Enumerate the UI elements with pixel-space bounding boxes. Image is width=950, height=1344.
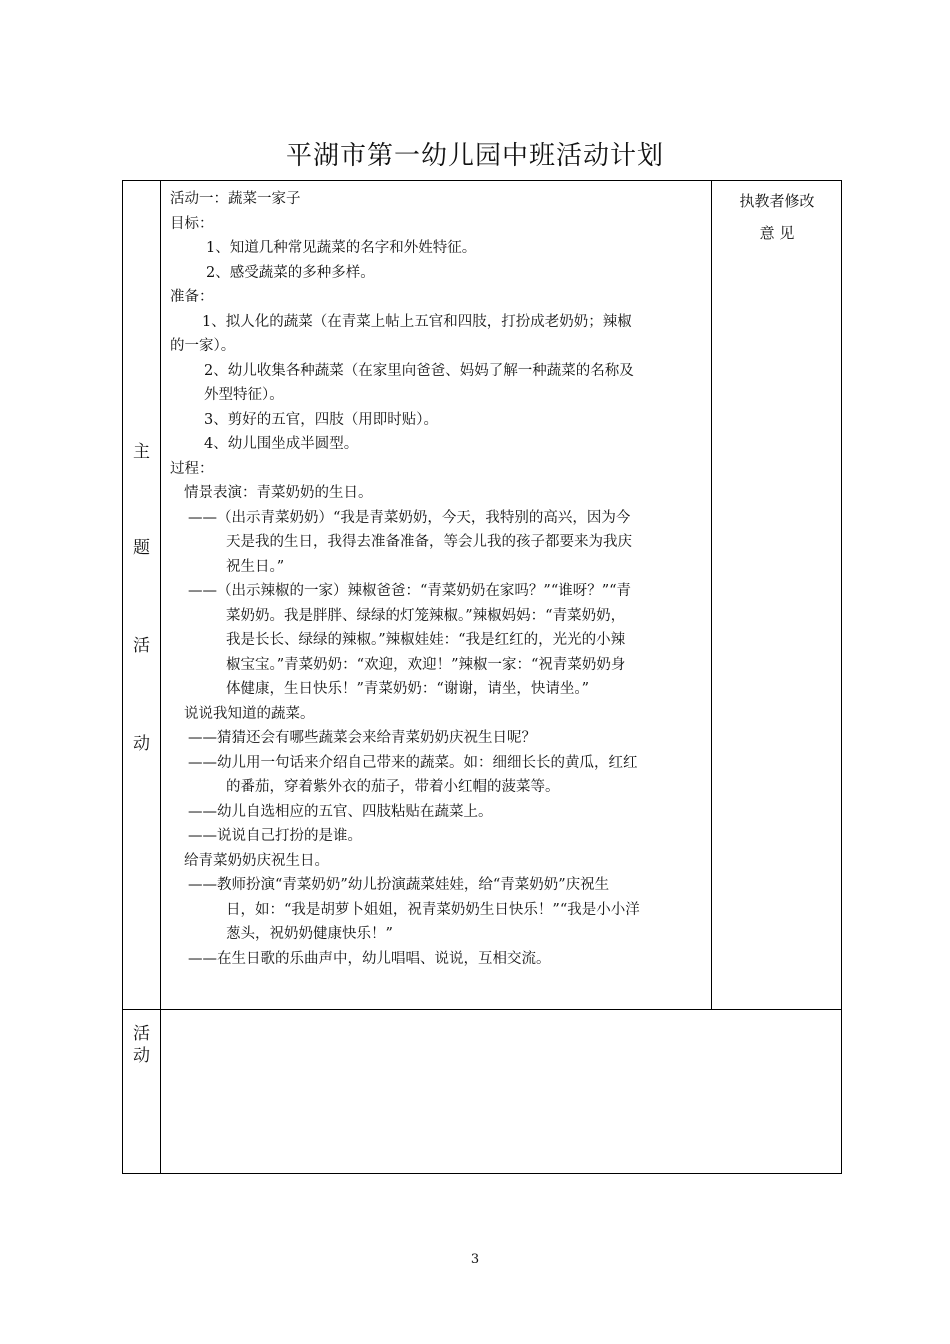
content-line: ——（出示青菜奶奶）“我是青菜奶奶，今天，我特别的高兴，因为今 (188, 509, 631, 526)
content-line: 祝生日。” (226, 558, 285, 575)
content-line: 日，如：“我是胡萝卜姐姐，祝青菜奶奶生日快乐！”“我是小小洋 (226, 901, 640, 918)
page-number: 3 (470, 1252, 480, 1267)
content-line: 活动一：蔬菜一家子 (170, 191, 301, 207)
content-line: 3、剪好的五官，四肢（用即时贴）。 (204, 411, 438, 428)
content-line: 4、幼儿围坐成半圆型。 (204, 436, 359, 452)
side-label-char: 题 (133, 538, 150, 558)
content-line: 我是长长、绿绿的辣椒。”辣椒娃娃：“我是红红的，光光的小辣 (226, 632, 626, 648)
content-line: 2、感受蔬菜的多种多样。 (206, 264, 375, 281)
content-line: 菜奶奶。我是胖胖、绿绿的灯笼辣椒。”辣椒妈妈：“青菜奶奶， (226, 607, 626, 624)
content-line: ——幼儿用一句话来介绍自己带来的蔬菜。如：细细长长的黄瓜，红红 (188, 754, 638, 771)
side-label-char: 主 (133, 442, 150, 462)
column-divider (711, 181, 712, 1009)
content-line: 目标： (170, 215, 214, 232)
activity-label (123, 1023, 160, 1067)
content-line: 1、拟人化的蔬菜（在青菜上帖上五官和四肢，打扮成老奶奶；辣椒 (202, 313, 632, 330)
content-line: 1、知道几种常见蔬菜的名字和外姓特征。 (206, 240, 477, 256)
content-line: ——教师扮演“青菜奶奶”幼儿扮演蔬菜娃娃，给“青菜奶奶”庆祝生 (188, 877, 610, 893)
content-line: 葱头，祝奶奶健康快乐！” (226, 926, 393, 942)
content-line: ——（出示辣椒的一家）辣椒爸爸：“青菜奶奶在家吗？”“谁呀？”“青 (188, 583, 632, 599)
content-line: 椒宝宝。”青菜奶奶：“欢迎，欢迎！”辣椒一家：“祝青菜奶奶身 (226, 656, 626, 673)
activity-label-char: 活 (133, 1024, 150, 1044)
content-line: ——幼儿自选相应的五官、四肢粘贴在蔬菜上。 (188, 803, 493, 820)
revision-notes-header (711, 185, 843, 249)
content-line: 的番茄，穿着紫外衣的茄子，带着小红帽的菠菜等。 (226, 779, 560, 795)
revision-notes-label: 执教者修改 (739, 192, 815, 210)
content-line: 2、幼儿收集各种蔬菜（在家里向爸爸、妈妈了解一种蔬菜的名称及 (204, 362, 634, 379)
content-line: ——在生日歌的乐曲声中，幼儿唱唱、说说，互相交流。 (188, 950, 551, 967)
content-line: 准备： (170, 289, 214, 305)
activity-label-char: 动 (133, 1046, 150, 1066)
content-line: 的一家）。 (170, 338, 236, 354)
revision-notes-label: 意 见 (759, 224, 795, 242)
content-line: 外型特征）。 (204, 387, 284, 403)
content-line: 天是我的生日，我得去准备准备，等会儿我的孩子都要来为我庆 (226, 534, 632, 550)
content-line: ——猜猜还会有哪些蔬菜会来给青菜奶奶庆祝生日呢？ (188, 730, 536, 746)
side-label-char: 活 (133, 636, 150, 656)
content-line: 给青菜奶奶庆祝生日。 (184, 852, 329, 869)
activity-content (170, 187, 706, 971)
row-divider (123, 1009, 841, 1010)
side-label-char: 动 (133, 734, 150, 754)
content-line: 说说我知道的蔬菜。 (184, 705, 315, 722)
content-line: 过程： (170, 460, 214, 477)
page-title: 平湖市第一幼儿园中班活动计划 (285, 141, 664, 171)
content-line: 情景表演：青菜奶奶的生日。 (184, 485, 373, 501)
content-line: ——说说自己打扮的是谁。 (188, 828, 362, 844)
plan-table (122, 180, 842, 1174)
column-divider (160, 181, 161, 1173)
content-line: 体健康，生日快乐！”青菜奶奶：“谢谢，请坐，快请坐。” (226, 681, 589, 697)
